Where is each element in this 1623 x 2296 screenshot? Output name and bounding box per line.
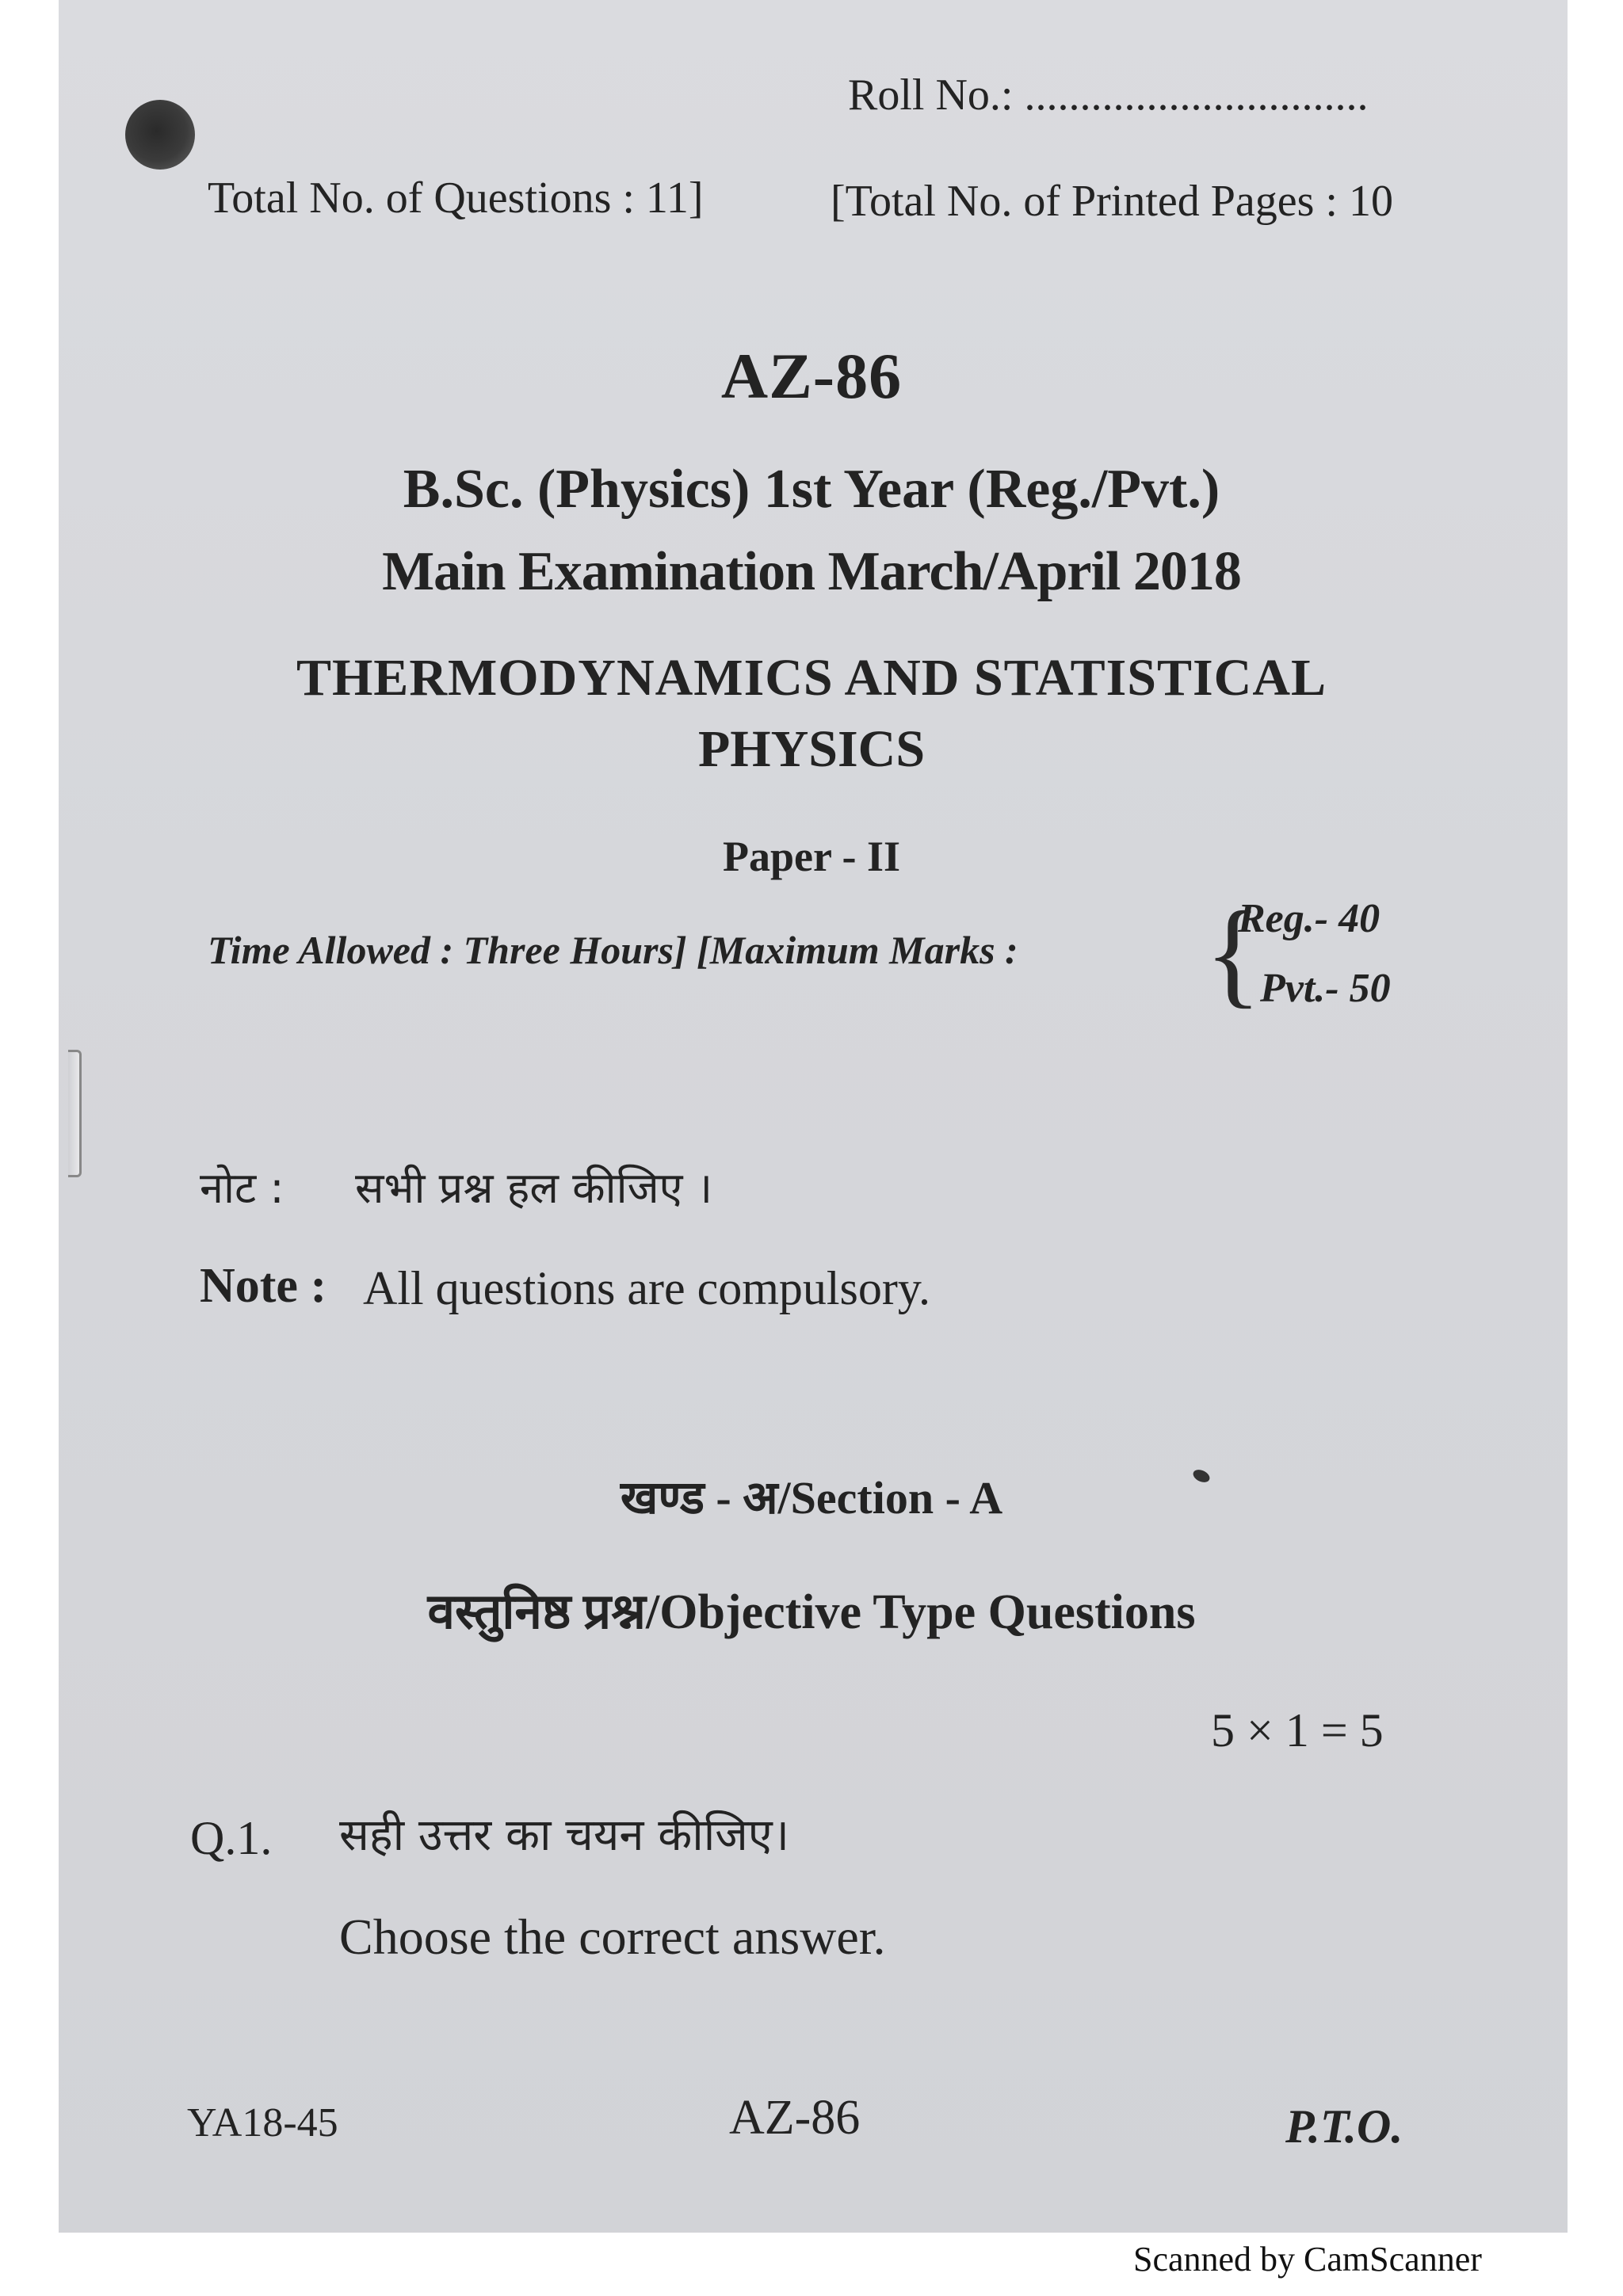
paper-code: AZ-86	[720, 340, 903, 412]
section-marks: 5 × 1 = 5	[1211, 1704, 1384, 1756]
note-english-text: All questions are compulsory.	[363, 1262, 930, 1314]
section-heading: खण्ड - अ/Section - A	[620, 1472, 1003, 1524]
note-hindi-label: नोट :	[200, 1163, 285, 1213]
time-allowed-max-marks: Time Allowed : Three Hours] [Maximum Marks :	[208, 928, 1018, 972]
footer-pto: P.T.O.	[1285, 2100, 1403, 2153]
subject-title-line2: PHYSICS	[697, 720, 926, 778]
paper-number: Paper - II	[723, 833, 900, 880]
question-text-english: Choose the correct answer.	[339, 1909, 886, 1965]
question-text-hindi: सही उत्तर का चयन कीजिए।	[339, 1810, 789, 1861]
footer-code: YA18-45	[187, 2100, 338, 2145]
note-hindi-text: सभी प्रश्न हल कीजिए ।	[355, 1163, 713, 1213]
exam-paper-sheet	[59, 0, 1568, 2233]
section-subheading: वस्तुनिष्ठ प्रश्न/Objective Type Questions	[427, 1585, 1196, 1639]
course-title: B.Sc. (Physics) 1st Year (Reg./Pvt.)	[403, 459, 1220, 520]
marks-regular: Reg.- 40	[1238, 896, 1381, 941]
total-questions: Total No. of Questions : 11]	[208, 174, 704, 223]
marks-private: Pvt.- 50	[1260, 966, 1391, 1011]
subject-title-line1: THERMODYNAMICS AND STATISTICAL	[296, 649, 1327, 707]
marks-brace: {	[1205, 887, 1262, 1019]
note-english-label: Note :	[200, 1259, 327, 1313]
scanner-watermark: Scanned by CamScanner	[1133, 2240, 1482, 2279]
punch-hole	[125, 100, 195, 170]
exam-title: Main Examination March/April 2018	[382, 541, 1241, 602]
roll-number-field: Roll No.: ...............................	[848, 71, 1369, 120]
question-number: Q.1.	[190, 1812, 273, 1864]
footer-paper-code: AZ-86	[729, 2091, 861, 2145]
staple-mark	[68, 1050, 82, 1177]
total-printed-pages: [Total No. of Printed Pages : 10	[831, 177, 1393, 226]
